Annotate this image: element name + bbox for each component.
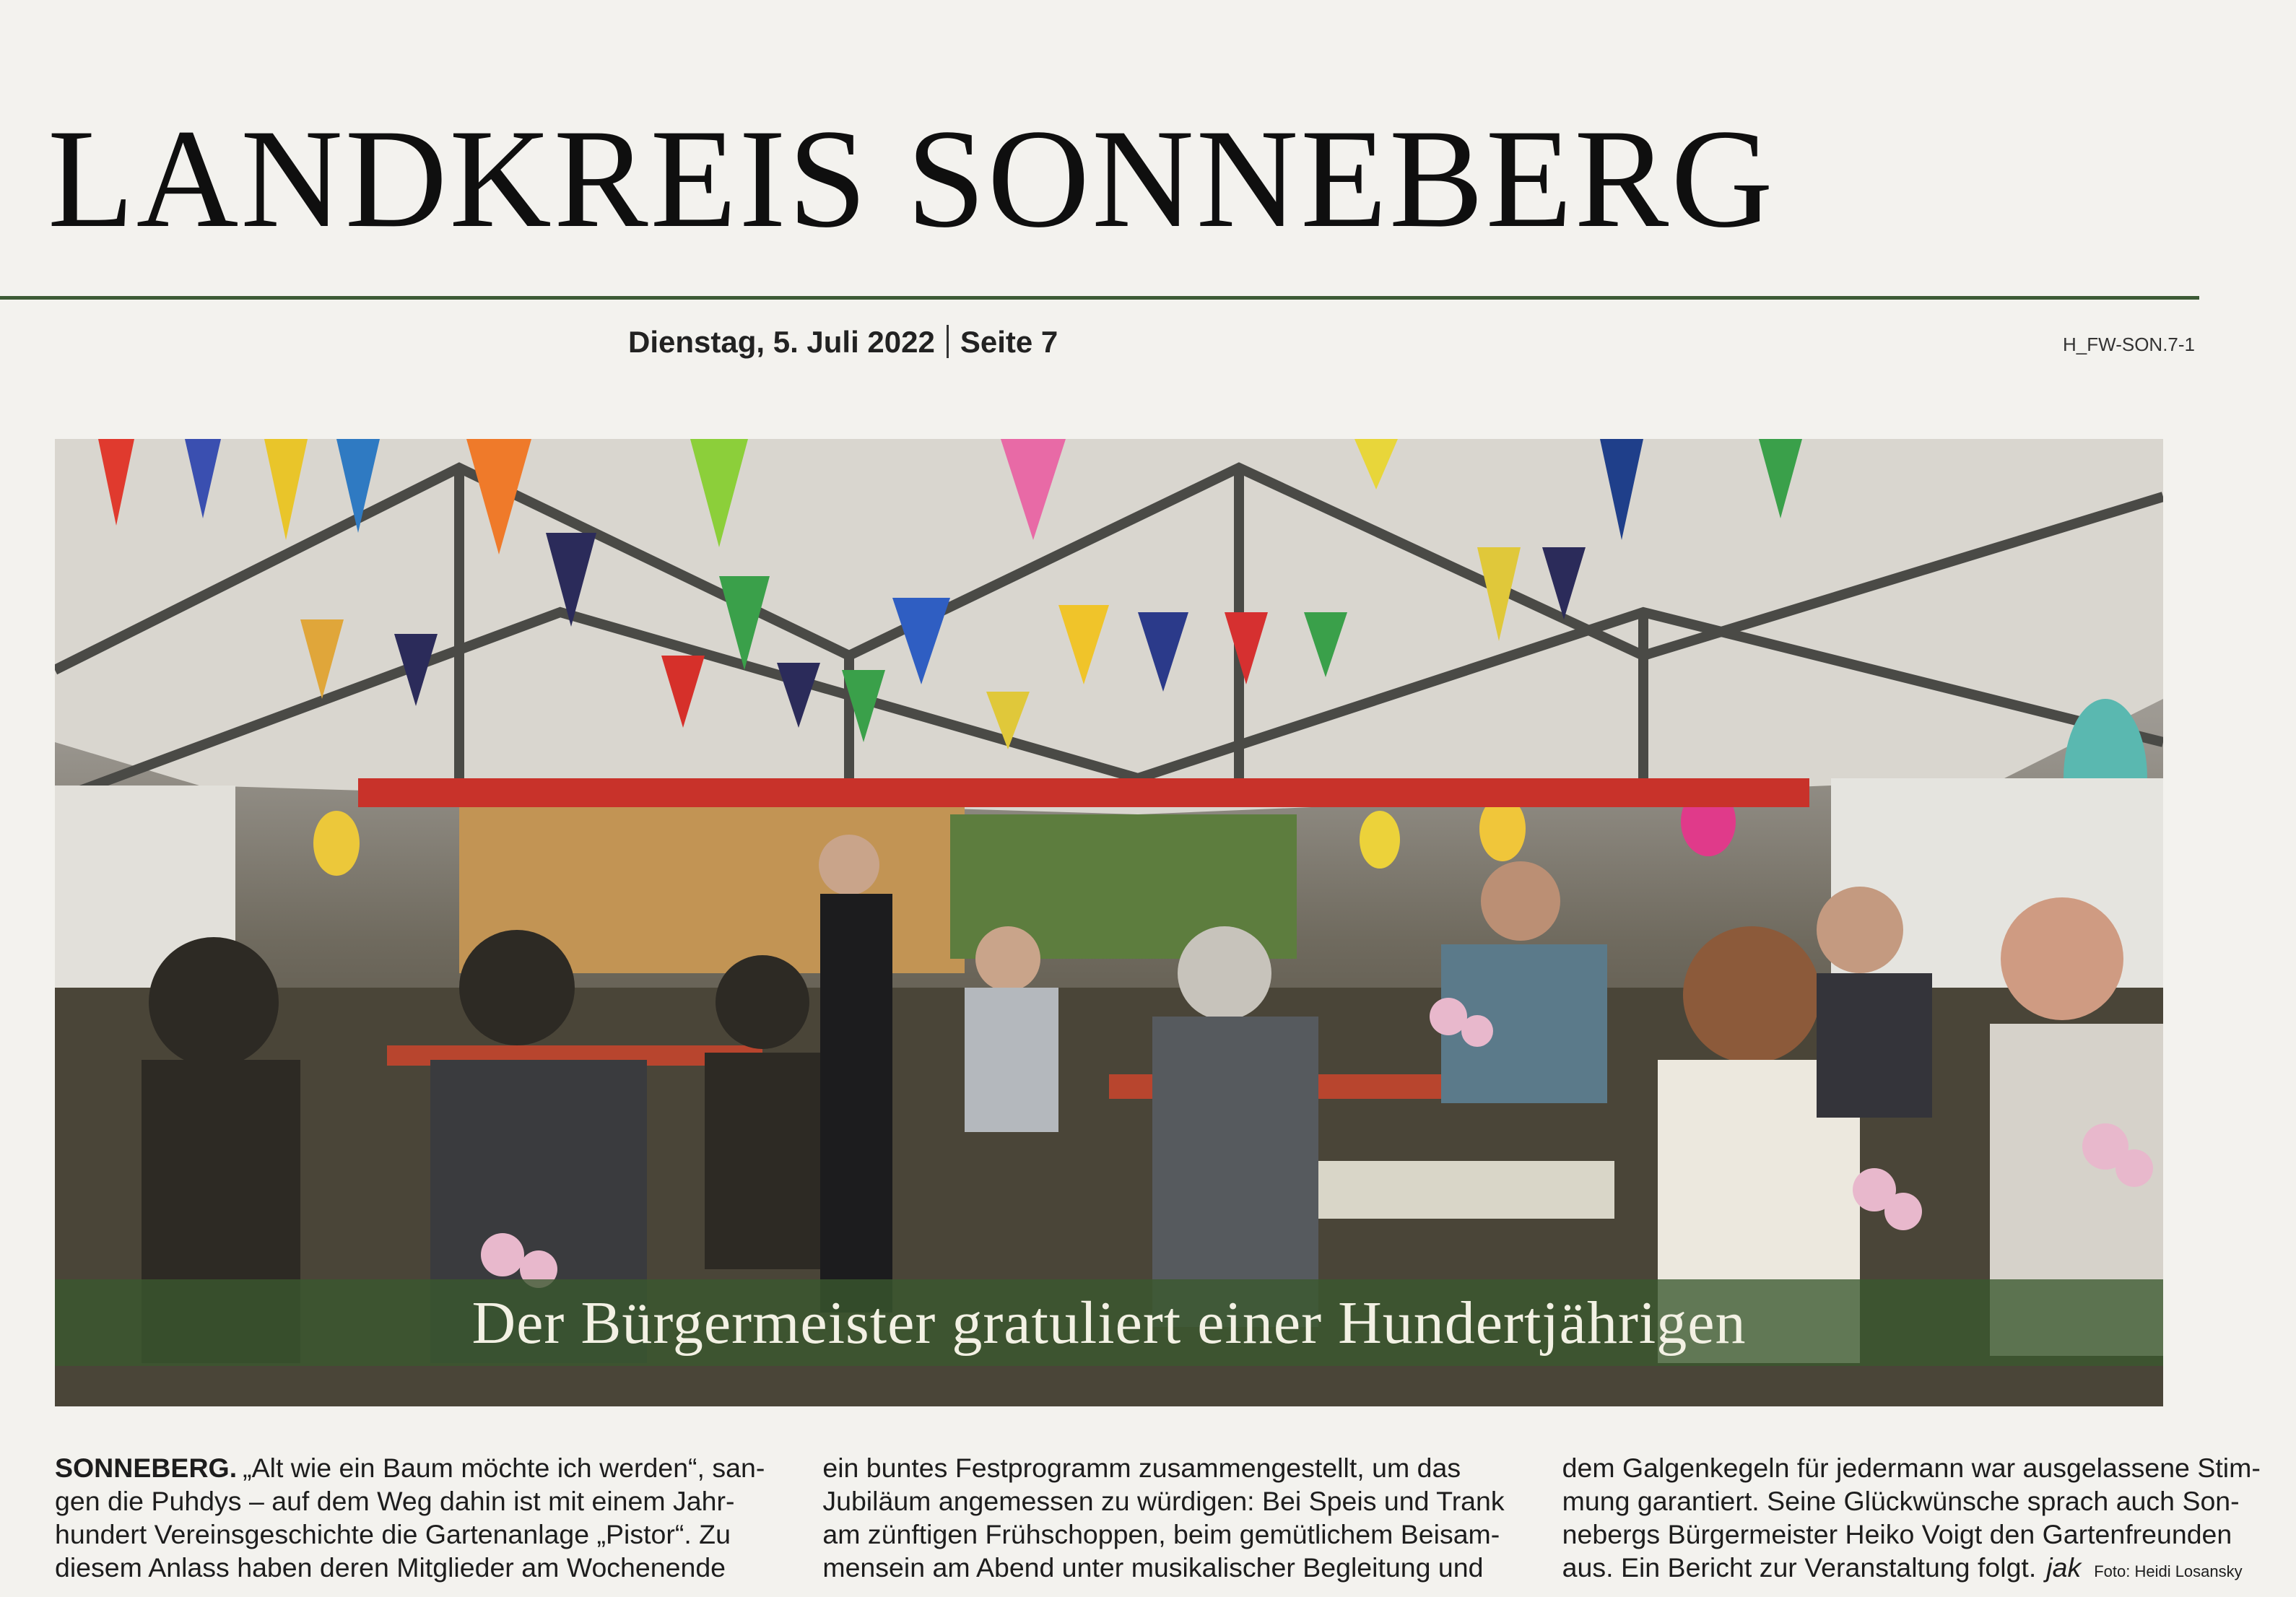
article-column-1 [55,1451,765,1596]
photo-caption-bar [55,1279,2163,1366]
dateline [628,325,1058,360]
article-line: mung garantiert. Seine Glückwünsche sprach auch Son- [1562,1486,2240,1516]
article-line: am zünftigen Frühschoppen, beim gemütlichem Beisam- [822,1519,1500,1549]
article-line: diesem Anlass haben deren Mitglieder am Wochenende [55,1552,726,1583]
article-column-3 [1562,1451,2261,1596]
tent-scene-illustration [55,439,2163,1406]
photo-caption: Der Bürgermeister gratuliert einer Hundertjährigen [471,1289,1747,1357]
page-number: Seite 7 [960,325,1058,359]
event-photo [55,439,2163,1406]
article-line: nebergs Bürgermeister Heiko Voigt den Gartenfreunden [1562,1519,2232,1549]
article-column-2 [822,1451,1504,1596]
photo-credit: Foto: Heidi Losansky [2094,1562,2243,1580]
article-body [55,1451,2261,1596]
article-dateline: SONNEBERG. [55,1453,238,1483]
article-line: mensein am Abend unter musikalischer Begleitung und [822,1552,1484,1583]
dateline-separator [947,325,949,358]
article-line: Jubiläum angemessen zu würdigen: Bei Speis und Trank [822,1486,1505,1516]
masthead: LANDKREIS SONNEBERG [48,100,1775,257]
article-line: hundert Vereinsgeschichte die Gartenanlage „Pistor“. Zu [55,1519,731,1549]
article-line: ein buntes Festprogramm zusammengestellt, um das [822,1453,1461,1483]
issue-date: Dienstag, 5. Juli 2022 [628,325,935,359]
article-line: dem Galgenkegeln für jedermann war ausgelassene Stim- [1562,1453,2261,1483]
page-code: H_FW-SON.7-1 [2063,334,2195,355]
author-signature: jak [2046,1552,2082,1583]
article-line: aus. Ein Bericht zur Veranstaltung folgt. jak Foto: Heidi Losansky [1562,1552,2243,1583]
article-line: SONNEBERG. „Alt wie ein Baum möchte ich werden“, san- [55,1453,765,1483]
masthead-rule [0,296,2199,300]
article-line: gen die Puhdys – auf dem Weg dahin ist mit einem Jahr- [55,1486,735,1516]
